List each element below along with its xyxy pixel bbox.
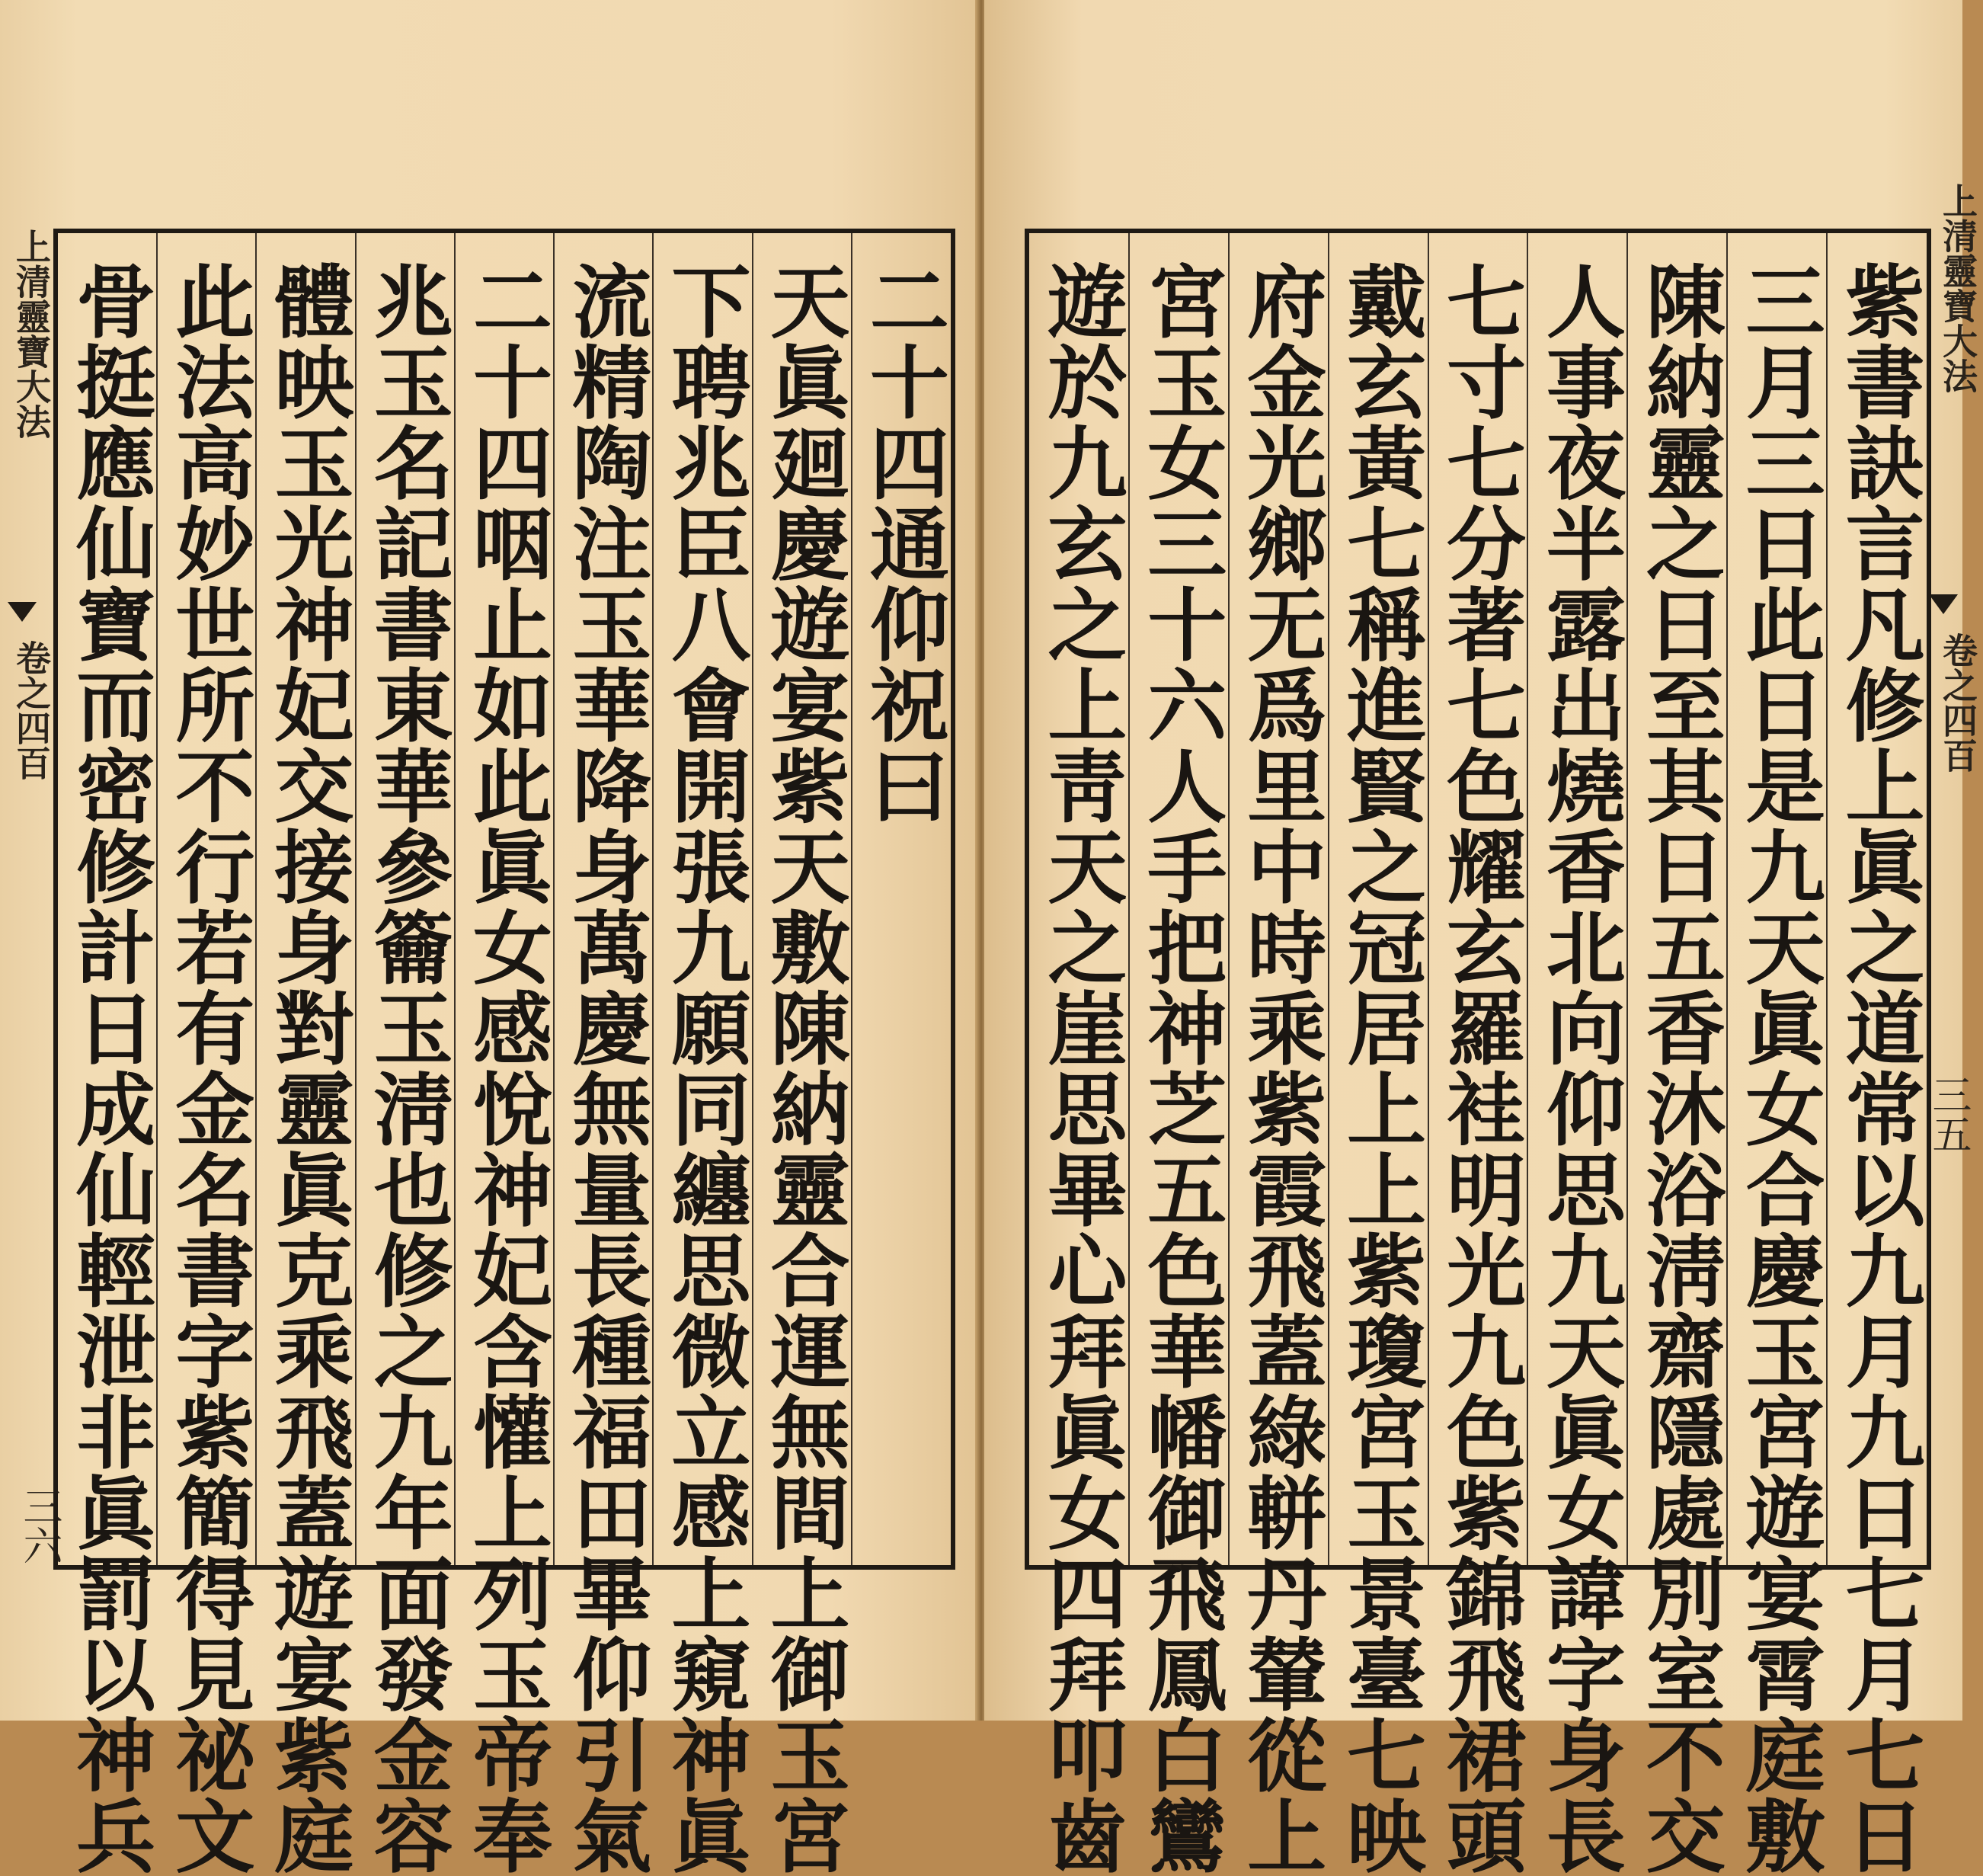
- text-column: 戴玄黃七稱進賢之冠居上上紫瓊宮玉景臺七映: [1333, 261, 1428, 1876]
- left-margin-juan: 卷之四百: [11, 640, 52, 780]
- column-rule: [1328, 233, 1329, 1565]
- right-folio: 三五: [1925, 1074, 1971, 1154]
- right-margin-juan: 卷之四百: [1937, 632, 1978, 773]
- column-rule: [454, 233, 456, 1565]
- column-rule: [1428, 233, 1429, 1565]
- column-rule: [156, 233, 158, 1565]
- text-column: 骨挺應仙寶而密修計日成仙輕泄非眞罰以神兵: [62, 261, 157, 1876]
- column-rule: [1228, 233, 1230, 1565]
- column-rule: [752, 233, 753, 1565]
- column-rule: [652, 233, 654, 1565]
- text-column: 七寸七分著七色耀玄羅袿明光九色紫錦飛裙頭: [1433, 261, 1527, 1876]
- column-rule: [1128, 233, 1130, 1565]
- fishtail-mark: [8, 602, 37, 622]
- text-column: 天眞廻慶遊宴紫天敷陳納靈合運無間上御玉宮: [756, 261, 851, 1876]
- text-column: 人事夜半露出燒香北向仰思九天眞女諱字身長: [1532, 261, 1626, 1876]
- text-column: 兆玉名記書東華參籥玉淸也修之九年面發金容: [360, 261, 454, 1876]
- text-column: 下聘兆臣八會開張九願同纏思微立感上窺神眞: [657, 261, 752, 1876]
- text-column: 此法高妙世所不行若有金名書字紫簡得見祕文: [162, 261, 256, 1876]
- left-text-frame: [53, 229, 955, 1876]
- fishtail-mark: [1929, 594, 1958, 614]
- column-rule: [355, 233, 357, 1565]
- left-page: [0, 0, 978, 1876]
- column-rule: [553, 233, 555, 1565]
- text-column: 二十四通仰祝曰: [856, 261, 950, 826]
- text-column: 府金光鄉无爲里中時乘紫霞飛蓋綠軿丹輦從上: [1233, 261, 1328, 1876]
- left-margin-title: 上清靈寶大法: [11, 229, 52, 439]
- column-rule: [851, 233, 852, 1565]
- column-rule: [1527, 233, 1528, 1565]
- text-column: 二十四咽止如此眞女感悅神妃含懽上列玉帝奉: [459, 261, 553, 1876]
- right-margin-title: 上清靈寶大法: [1937, 183, 1978, 393]
- right-text-frame: [1025, 229, 1931, 1876]
- text-column: 宮玉女三十六人手把神芝五色華幡御飛鳳白鸞: [1134, 261, 1228, 1876]
- text-column: 紫書訣言凡修上眞之道常以九月九日七月七日: [1831, 261, 1926, 1876]
- column-rule: [1826, 233, 1828, 1565]
- column-rule: [255, 233, 257, 1565]
- column-rule: [1626, 233, 1628, 1565]
- text-column: 陳納靈之日至其日五香沐浴淸齋隱處別室不交: [1632, 261, 1726, 1876]
- text-column: 遊於九玄之上靑天之崖思畢心拜眞女四拜叩齒: [1034, 261, 1128, 1876]
- text-column: 三月三日此日是九天眞女合慶玉宮遊宴霄庭敷: [1732, 261, 1826, 1876]
- left-folio: 三六: [16, 1486, 62, 1565]
- text-column: 體映玉光神妃交接身對靈眞克乘飛蓋遊宴紫庭: [261, 261, 355, 1876]
- column-rule: [1726, 233, 1728, 1565]
- text-column: 流精陶注玉華降身萬慶無量長種福田畢仰引氣: [558, 261, 653, 1876]
- right-page: [984, 0, 1978, 1876]
